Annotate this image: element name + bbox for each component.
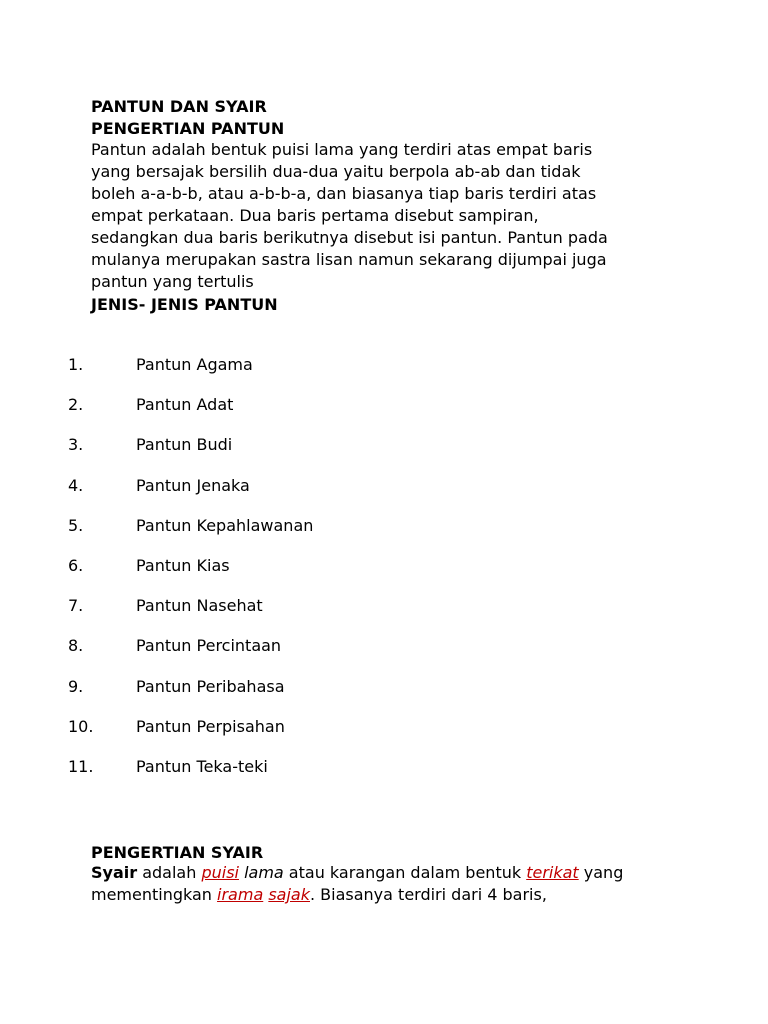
list-text: Pantun Perpisahan [136,716,285,736]
document-header [91,96,731,140]
list-item [68,434,668,474]
list-text: Pantun Percintaan [136,636,282,656]
heading-pengertian-pantun: PENGERTIAN PANTUN [91,119,285,138]
heading-pengertian-syair: PENGERTIAN SYAIR [91,843,264,862]
list-number: 11. [68,756,94,776]
jenis-pantun-list [68,354,668,796]
text-run: . Biasanya terdiri dari 4 baris, [310,885,547,904]
list-text: Pantun Adat [136,395,234,415]
list-number: 9. [68,676,84,696]
list-number: 2. [68,395,84,415]
paragraph-line: mulanya merupakan sastra lisan namun sekarang dijumpai juga [91,250,607,269]
list-number: 3. [68,435,84,455]
heading-jenis-pantun: JENIS- JENIS PANTUN [91,295,278,314]
list-item [68,515,668,555]
list-number: 8. [68,636,84,656]
paragraph-line: pantun yang tertulis [91,272,254,291]
link-irama[interactable]: irama [217,885,264,904]
text-run: yang [578,863,624,882]
list-item [68,394,668,434]
term-lama: lama [244,863,284,882]
list-text: Pantun Teka-teki [136,756,268,776]
link-puisi[interactable]: puisi [201,863,239,882]
paragraph-line: yang bersajak bersilih dua-dua yaitu berpola ab-ab dan tidak [91,162,581,181]
text-run: adalah [137,863,202,882]
list-item [68,676,668,716]
list-text: Pantun Kias [136,555,230,575]
link-terikat[interactable]: terikat [526,863,579,882]
pantun-definition-paragraph [91,139,731,293]
text-run: mementingkan [91,885,218,904]
list-item [68,595,668,635]
link-sajak[interactable]: sajak [268,885,310,904]
list-number: 10. [68,716,94,736]
list-number: 1. [68,355,84,374]
list-item [68,635,668,675]
list-item [68,475,668,515]
syair-heading-block [91,842,731,864]
list-item [68,716,668,756]
paragraph-line [91,884,731,906]
paragraph-line: boleh a-a-b-b, atau a-b-b-a, dan biasanya tiap baris terdiri atas [91,184,597,203]
list-text: Pantun Agama [136,355,253,374]
term-syair: Syair [91,863,138,882]
list-text: Pantun Peribahasa [136,676,285,696]
list-number: 7. [68,596,84,616]
document-title: PANTUN DAN SYAIR [91,97,267,116]
list-item [68,354,668,394]
paragraph-line: Pantun adalah bentuk puisi lama yang terdiri atas empat baris [91,140,593,159]
list-item [68,555,668,595]
list-text: Pantun Jenaka [136,475,250,495]
text-run: atau karangan dalam bentuk [283,863,527,882]
list-number: 6. [68,555,84,575]
list-item [68,756,668,796]
paragraph-line [91,862,731,884]
list-text: Pantun Kepahlawanan [136,515,314,535]
syair-definition-paragraph [91,862,731,906]
list-number: 4. [68,475,84,495]
list-text: Pantun Nasehat [136,596,263,616]
paragraph-line: sedangkan dua baris berikutnya disebut isi pantun. Pantun pada [91,228,608,247]
list-number: 5. [68,515,84,535]
paragraph-line: empat perkataan. Dua baris pertama disebut sampiran, [91,206,539,225]
jenis-heading-block [91,294,731,316]
list-text: Pantun Budi [136,435,233,455]
